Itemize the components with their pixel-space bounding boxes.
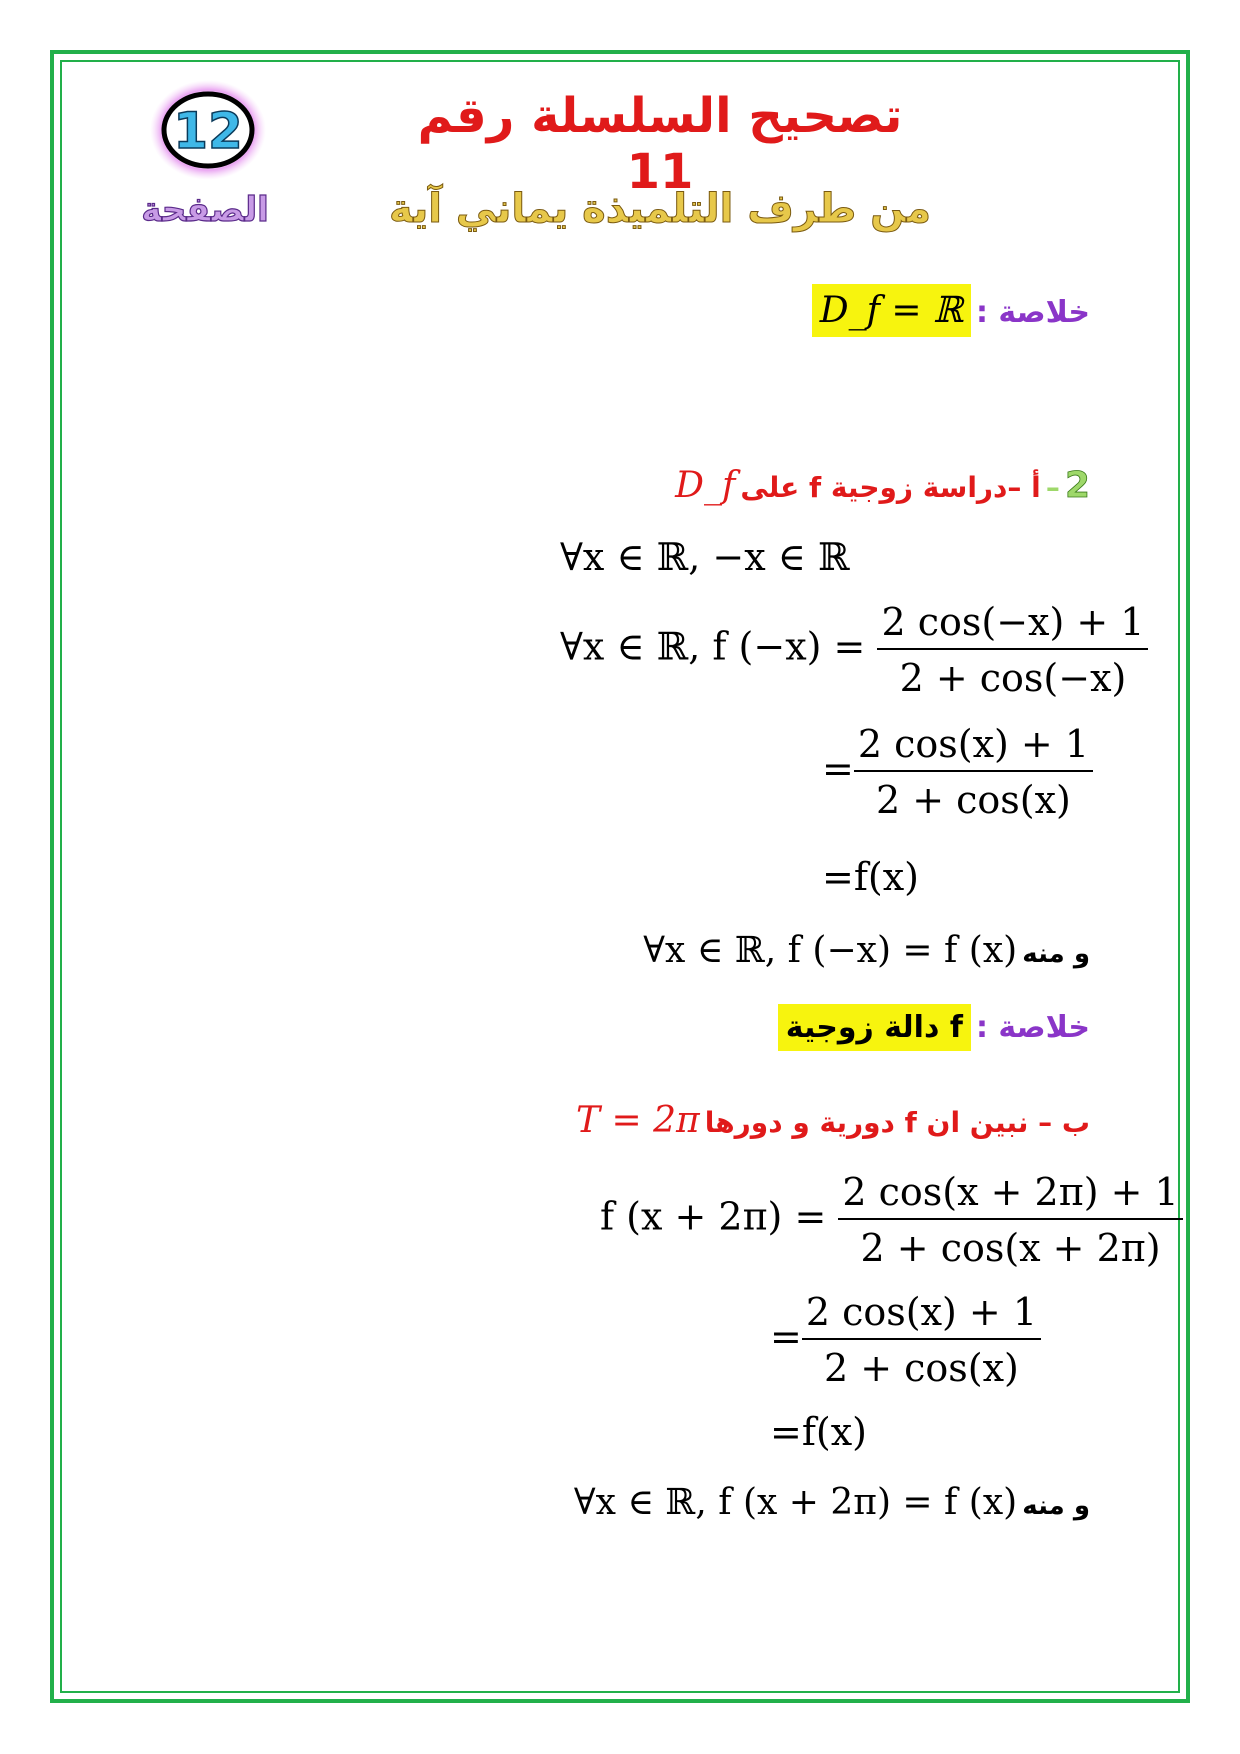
- even-line-2: ∀x ∈ ℝ, f (−x) = $\frac{2 \cos(-x) + 1}{2 + \cos(-x)}$: [560, 600, 1148, 700]
- part2b-text: ب – نبين ان f دورية و دورها: [704, 1106, 1090, 1139]
- part2b-heading: [576, 1100, 1090, 1141]
- even-fraction-2: $\frac{2 \cos(x) + 1}{2 + \cos(x)}$: [854, 722, 1093, 822]
- periodic-line-1: f (x + 2π) = $\frac{2 \cos(x + 2\pi) + 1}{2 + \cos(x + 2\pi)}$: [600, 1170, 1183, 1270]
- page-number-badge: [148, 78, 268, 182]
- page-label: الصفحة: [141, 190, 269, 230]
- part2a-heading: [675, 465, 1090, 506]
- even-conclusion: [778, 1010, 1090, 1045]
- even-fraction-1: $\frac{2 \cos(-x) + 1}{2 + \cos(-x)}$: [877, 600, 1148, 700]
- even-line-1: ∀x ∈ ℝ, −x ∈ ℝ: [560, 535, 850, 579]
- page-title: تصحيح السلسلة رقم 11: [417, 88, 903, 200]
- periodic-line-3: =f(x): [770, 1410, 867, 1454]
- part2b-math: T = 2π: [576, 1100, 700, 1141]
- domain-result: D_f = ℝ: [812, 284, 971, 337]
- part2a-math: D_f: [675, 465, 736, 506]
- page-number: 12: [173, 102, 243, 160]
- periodic-fraction-2: $\frac{2 \cos(x) + 1}{2 + \cos(x)}$: [802, 1290, 1041, 1390]
- periodic-fraction-1: $\frac{2 \cos(x + 2\pi) + 1}{2 + \cos(x + 2\pi)}$: [838, 1170, 1182, 1270]
- even-hence-math: ∀x ∈ ℝ, f (−x) = f (x): [643, 930, 1018, 971]
- even-line-4: =f(x): [822, 855, 919, 899]
- conclusion2-label: خلاصة :: [975, 1010, 1090, 1045]
- periodic-line-2: = $\frac{2 \cos(x) + 1}{2 + \cos(x)}$: [770, 1290, 1041, 1390]
- periodic-hence: [574, 1482, 1090, 1523]
- domain-conclusion: [812, 290, 1090, 331]
- part2-dash: –: [1045, 471, 1060, 504]
- hence-label-2: و منه: [1022, 1491, 1090, 1521]
- part2-number: 2: [1064, 465, 1090, 506]
- conclusion-label: خلاصة :: [975, 295, 1090, 330]
- hence-label: و منه: [1022, 939, 1090, 969]
- part2a-text: أ –دراسة زوجية f على: [740, 471, 1041, 504]
- conclusion2-text: f دالة زوجية: [778, 1004, 971, 1051]
- even-line-3: = $\frac{2 \cos(x) + 1}{2 + \cos(x)}$: [822, 722, 1093, 822]
- even-hence: [643, 930, 1090, 971]
- periodic-hence-math: ∀x ∈ ℝ, f (x + 2π) = f (x): [573, 1482, 1018, 1523]
- page-subtitle: من طرف التلميذة يماني آية: [388, 186, 932, 232]
